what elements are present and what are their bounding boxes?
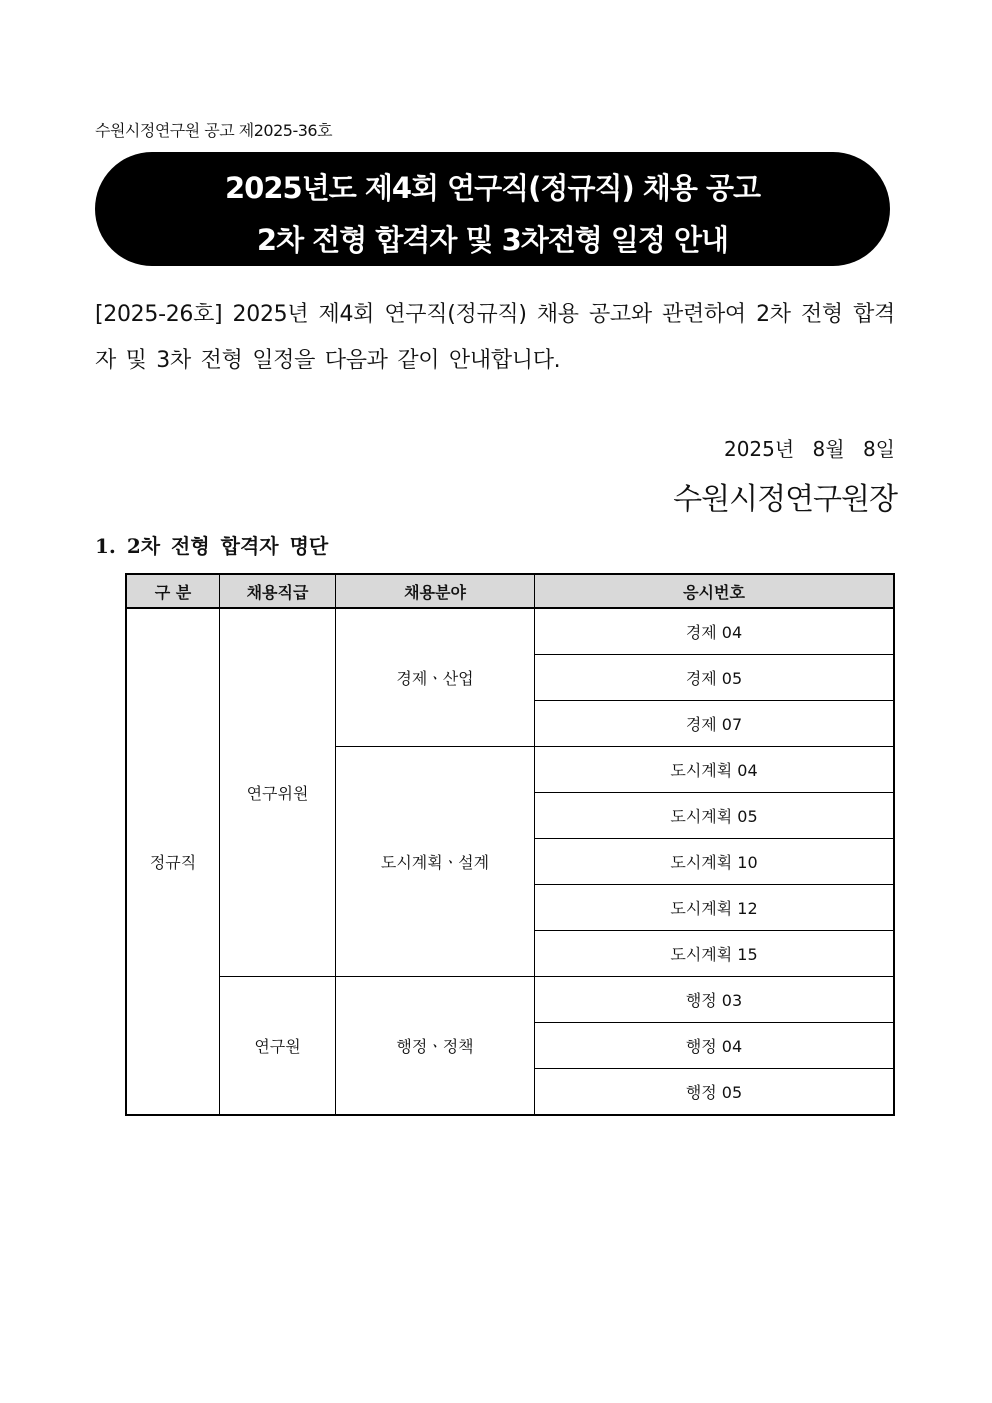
field-cell: 도시계획ㆍ설계	[336, 747, 535, 977]
header-grade: 채용직급	[220, 574, 336, 608]
field-cell: 행정ㆍ정책	[336, 977, 535, 1116]
applicant-number: 도시계획 15	[535, 931, 895, 977]
table-header-row	[126, 574, 894, 608]
field-cell: 경제ㆍ산업	[336, 608, 535, 747]
category-cell: 정규직	[126, 608, 220, 1115]
issuer-name: 수원시정연구원장	[673, 482, 897, 517]
applicant-number: 경제 05	[535, 655, 895, 701]
applicant-number: 도시계획 10	[535, 839, 895, 885]
header-applicant-number: 응시번호	[535, 574, 895, 608]
applicant-number: 행정 04	[535, 1023, 895, 1069]
applicant-number: 도시계획 12	[535, 885, 895, 931]
grade-cell: 연구원	[220, 977, 336, 1116]
applicant-number: 도시계획 04	[535, 747, 895, 793]
applicant-number: 행정 03	[535, 977, 895, 1023]
applicant-number: 경제 07	[535, 701, 895, 747]
notice-number: 수원시정연구원 공고 제2025-36호	[95, 121, 333, 140]
header-category: 구 분	[126, 574, 220, 608]
title-line-2: 2차 전형 합격자 및 3차전형 일정 안내	[256, 223, 729, 257]
applicant-table	[125, 573, 895, 1116]
applicant-number: 행정 05	[535, 1069, 895, 1116]
header-field: 채용분야	[336, 574, 535, 608]
grade-cell: 연구위원	[220, 608, 336, 977]
table-row	[126, 977, 894, 1023]
announcement-date: 2025년 8월 8일	[723, 437, 895, 461]
applicant-number: 경제 04	[535, 608, 895, 655]
title-line-1: 2025년도 제4회 연구직(정규직) 채용 공고	[225, 171, 760, 205]
applicant-number: 도시계획 05	[535, 793, 895, 839]
intro-paragraph: [2025-26호] 2025년 제4회 연구직(정규직) 채용 공고와 관련하여 2차 전형 합격자 및 3차 전형 일정을 다음과 같이 안내합니다.	[95, 302, 895, 373]
section-heading: 1. 2차 전형 합격자 명단	[95, 534, 329, 558]
table-row	[126, 608, 894, 655]
title-banner	[95, 152, 890, 266]
